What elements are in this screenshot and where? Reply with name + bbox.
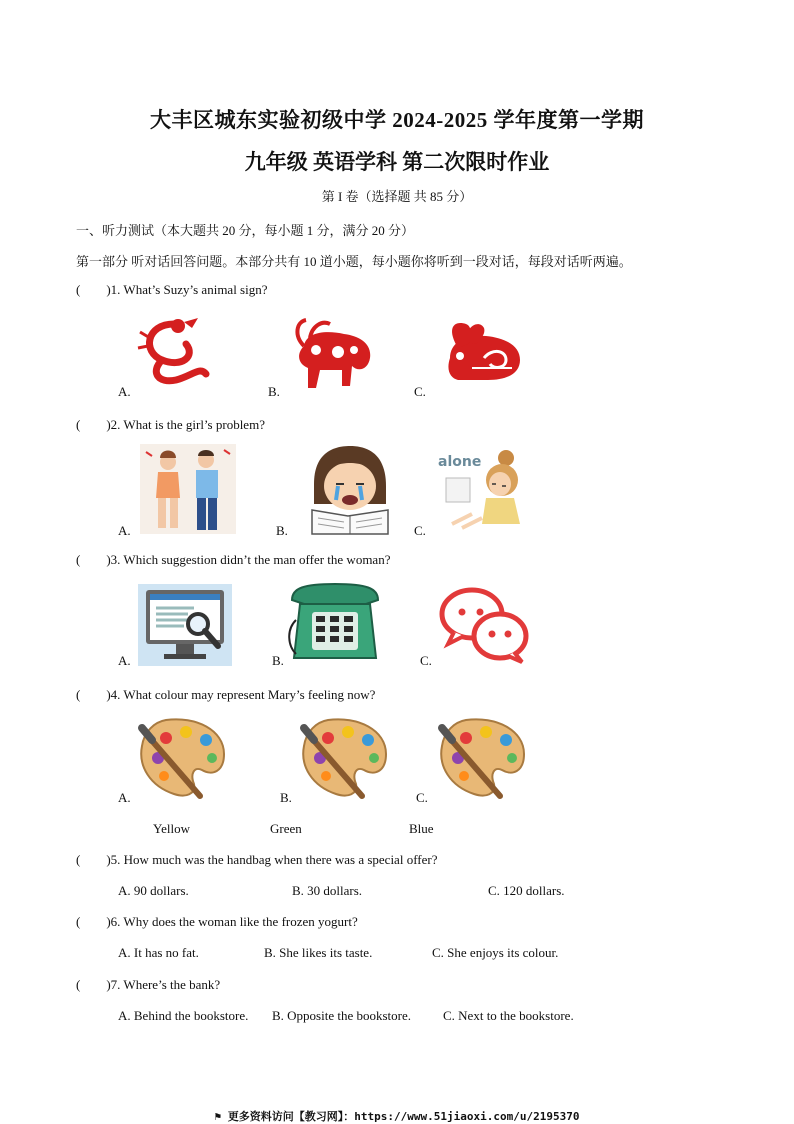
option-c[interactable]: C. bbox=[420, 653, 432, 668]
question-6 bbox=[76, 914, 358, 930]
option-b[interactable]: B. bbox=[268, 384, 280, 399]
document-title: 大丰区城东实验初级中学 2024-2025 学年度第一学期 bbox=[150, 108, 644, 132]
arguing-couple-image bbox=[140, 444, 236, 534]
document-subtitle: 九年级 英语学科 第二次限时作业 bbox=[244, 150, 550, 174]
answer-blank[interactable]: ( ) bbox=[76, 552, 111, 567]
answer-blank[interactable]: ( ) bbox=[76, 417, 111, 432]
answer-blank[interactable]: ( ) bbox=[76, 852, 111, 867]
paint-palette-image-c bbox=[436, 714, 528, 802]
question-text: 3. Which suggestion didn’t the man offer the woman? bbox=[110, 552, 391, 567]
volume-heading: 第 I 卷（选择题 共 85 分） bbox=[321, 189, 473, 204]
option-c[interactable]: C. bbox=[416, 790, 428, 805]
footer bbox=[0, 1108, 794, 1124]
rabbit-papercut-image bbox=[436, 318, 528, 384]
question-text: 4. What colour may represent Mary’s feeling now? bbox=[110, 687, 376, 702]
option-b[interactable]: B. bbox=[276, 523, 288, 538]
answer-blank[interactable]: ( ) bbox=[76, 687, 111, 702]
colour-label-blue: Blue bbox=[409, 821, 434, 836]
answer-blank[interactable]: ( ) bbox=[76, 977, 111, 992]
option-a[interactable]: A. It has no fat. bbox=[118, 945, 199, 960]
option-c[interactable]: C. 120 dollars. bbox=[488, 883, 565, 898]
dragon-papercut-image bbox=[136, 316, 212, 388]
question-text: 6. Why does the woman like the frozen yogurt? bbox=[110, 914, 358, 929]
section-heading: 一、听力测试（本大题共 20 分，每小题 1 分，满分 20 分） bbox=[76, 223, 415, 238]
option-a[interactable]: A. bbox=[118, 384, 131, 399]
option-b[interactable]: B. She likes its taste. bbox=[264, 945, 373, 960]
svg-text:alone: alone bbox=[438, 454, 482, 470]
question-text: 1. What’s Suzy’s animal sign? bbox=[110, 282, 268, 297]
option-b[interactable]: B. 30 dollars. bbox=[292, 883, 363, 898]
question-text: 5. How much was the handbag when there was a special offer? bbox=[110, 852, 438, 867]
lonely-girl-image bbox=[432, 444, 528, 532]
option-c[interactable]: C. bbox=[414, 384, 426, 399]
colour-label-green: Green bbox=[270, 821, 302, 836]
crying-girl-image bbox=[308, 444, 392, 536]
option-c[interactable]: C. bbox=[414, 523, 426, 538]
question-3 bbox=[76, 552, 390, 568]
part-instructions: 第一部分 听对话回答问题。本部分共有 10 道小题，每小题你将听到一段对话，每段对话听两遍。 bbox=[76, 254, 632, 269]
option-a[interactable]: A. Behind the bookstore. bbox=[118, 1008, 249, 1023]
paint-palette-image-a bbox=[136, 714, 228, 802]
question-7 bbox=[76, 977, 220, 993]
ox-papercut-image bbox=[286, 316, 378, 390]
question-4 bbox=[76, 687, 375, 703]
option-a[interactable]: A. 90 dollars. bbox=[118, 883, 189, 898]
answer-blank[interactable]: ( ) bbox=[76, 282, 111, 297]
telephone-image bbox=[286, 580, 384, 666]
option-c[interactable]: C. She enjoys its colour. bbox=[432, 945, 559, 960]
option-a[interactable]: A. bbox=[118, 523, 131, 538]
chat-bubbles-image bbox=[438, 586, 530, 666]
question-5 bbox=[76, 852, 437, 868]
answer-blank[interactable]: ( ) bbox=[76, 914, 111, 929]
question-text: 7. Where’s the bank? bbox=[110, 977, 221, 992]
question-2 bbox=[76, 417, 265, 433]
option-b[interactable]: B. Opposite the bookstore. bbox=[272, 1008, 412, 1023]
flag-icon: ⚑ bbox=[214, 1110, 222, 1123]
option-c[interactable]: C. Next to the bookstore. bbox=[443, 1008, 574, 1023]
option-b[interactable]: B. bbox=[280, 790, 292, 805]
option-b[interactable]: B. bbox=[272, 653, 284, 668]
footer-link[interactable]: 更多资料访问【教习网】：https://www.51jiaoxi.com/u/2195370 bbox=[227, 1110, 580, 1123]
colour-label-yellow: Yellow bbox=[153, 821, 190, 836]
paint-palette-image-b bbox=[298, 714, 390, 802]
computer-search-image bbox=[138, 584, 232, 666]
question-1 bbox=[76, 282, 268, 298]
option-a[interactable]: A. bbox=[118, 790, 131, 805]
question-text: 2. What is the girl’s problem? bbox=[110, 417, 265, 432]
option-a[interactable]: A. bbox=[118, 653, 131, 668]
